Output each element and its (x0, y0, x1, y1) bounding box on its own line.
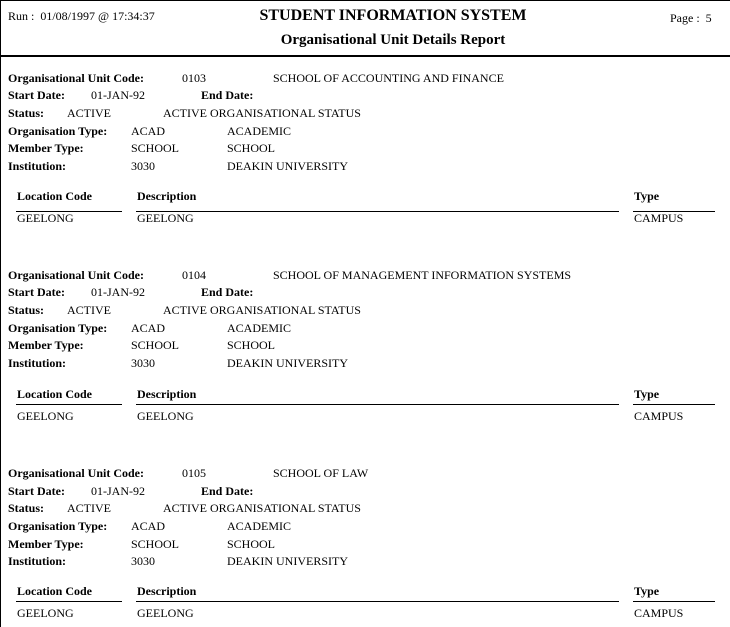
institution-code: 3030 (131, 356, 155, 370)
member-type-code: SCHOOL (131, 537, 180, 551)
org-unit-code-label: Organisational Unit Code: (8, 71, 145, 85)
column-rule-location-code (16, 404, 122, 405)
org-unit-code-label: Organisational Unit Code: (8, 466, 145, 480)
status-label: Status: (8, 106, 45, 120)
org-unit-name: SCHOOL OF ACCOUNTING AND FINANCE (273, 71, 504, 85)
institution-label: Institution: (8, 554, 67, 568)
column-rule-type (633, 601, 715, 602)
status-code: ACTIVE (67, 106, 111, 120)
location-description-cell: GEELONG (137, 409, 194, 423)
column-header-location-code: Location Code (17, 387, 92, 401)
org-unit-code-label: Organisational Unit Code: (8, 268, 145, 282)
report-subtitle: Organisational Unit Details Report (280, 32, 506, 48)
location-type-cell: CAMPUS (634, 409, 684, 423)
run-label: Run : (8, 9, 35, 23)
member-type-code: SCHOOL (131, 141, 180, 155)
organisation-type-label: Organisation Type: (8, 124, 108, 138)
institution-name: DEAKIN UNIVERSITY (227, 554, 348, 568)
location-description-cell: GEELONG (137, 211, 194, 225)
status-description: ACTIVE ORGANISATIONAL STATUS (163, 501, 361, 515)
start-date-value: 01-JAN-92 (91, 88, 145, 102)
institution-label: Institution: (8, 356, 67, 370)
location-description-cell: GEELONG (137, 606, 194, 620)
organisation-type-description: ACADEMIC (227, 519, 292, 533)
organisation-type-description: ACADEMIC (227, 321, 292, 335)
member-type-description: SCHOOL (227, 141, 276, 155)
end-date-label: End Date: (201, 285, 254, 299)
location-code-cell: GEELONG (17, 606, 74, 620)
org-unit-section (0, 71, 730, 251)
organisation-type-label: Organisation Type: (8, 321, 108, 335)
institution-code: 3030 (131, 554, 155, 568)
organisation-type-code: ACAD (131, 124, 166, 138)
end-date-label: End Date: (201, 88, 254, 102)
member-type-description: SCHOOL (227, 338, 276, 352)
org-unit-name: SCHOOL OF LAW (273, 466, 369, 480)
organisation-type-description: ACADEMIC (227, 124, 292, 138)
column-header-type: Type (634, 189, 660, 203)
column-header-description: Description (137, 584, 197, 598)
institution-label: Institution: (8, 159, 67, 173)
column-header-type: Type (634, 387, 660, 401)
status-code: ACTIVE (67, 303, 111, 317)
column-header-type: Type (634, 584, 660, 598)
org-unit-code-value: 0103 (182, 71, 206, 85)
member-type-code: SCHOOL (131, 338, 180, 352)
org-unit-name: SCHOOL OF MANAGEMENT INFORMATION SYSTEMS (273, 268, 572, 282)
page-label: Page : (670, 11, 700, 25)
column-header-description: Description (137, 189, 197, 203)
member-type-description: SCHOOL (227, 537, 276, 551)
org-unit-code-value: 0104 (182, 268, 206, 282)
member-type-label: Member Type: (8, 537, 84, 551)
run-value: 01/08/1997 @ 17:34:37 (40, 9, 155, 23)
page-border-top (0, 0, 730, 1)
org-unit-section (0, 466, 730, 627)
location-code-cell: GEELONG (17, 409, 74, 423)
column-rule-description (136, 404, 619, 405)
institution-name: DEAKIN UNIVERSITY (227, 356, 348, 370)
org-unit-code-value: 0105 (182, 466, 206, 480)
status-description: ACTIVE ORGANISATIONAL STATUS (163, 303, 361, 317)
page-number (670, 11, 712, 26)
status-label: Status: (8, 501, 45, 515)
status-code: ACTIVE (67, 501, 111, 515)
institution-code: 3030 (131, 159, 155, 173)
start-date-value: 01-JAN-92 (91, 285, 145, 299)
column-header-description: Description (137, 387, 197, 401)
organisation-type-code: ACAD (131, 519, 166, 533)
member-type-label: Member Type: (8, 338, 84, 352)
header-divider (1, 55, 730, 57)
report-title: STUDENT INFORMATION SYSTEM (259, 7, 527, 24)
location-type-cell: CAMPUS (634, 211, 684, 225)
page-value: 5 (705, 11, 712, 25)
institution-name: DEAKIN UNIVERSITY (227, 159, 348, 173)
start-date-label: Start Date: (8, 88, 65, 102)
org-unit-section (0, 268, 730, 448)
column-header-location-code: Location Code (17, 584, 92, 598)
start-date-label: Start Date: (8, 484, 65, 498)
column-rule-description (136, 601, 619, 602)
location-code-cell: GEELONG (17, 211, 74, 225)
column-rule-location-code (16, 601, 122, 602)
member-type-label: Member Type: (8, 141, 84, 155)
column-header-location-code: Location Code (17, 189, 92, 203)
organisation-type-code: ACAD (131, 321, 166, 335)
column-rule-type (633, 404, 715, 405)
organisation-type-label: Organisation Type: (8, 519, 108, 533)
start-date-label: Start Date: (8, 285, 65, 299)
location-type-cell: CAMPUS (634, 606, 684, 620)
start-date-value: 01-JAN-92 (91, 484, 145, 498)
status-label: Status: (8, 303, 45, 317)
column-rule-description (136, 211, 619, 212)
status-description: ACTIVE ORGANISATIONAL STATUS (163, 106, 361, 120)
end-date-label: End Date: (201, 484, 254, 498)
